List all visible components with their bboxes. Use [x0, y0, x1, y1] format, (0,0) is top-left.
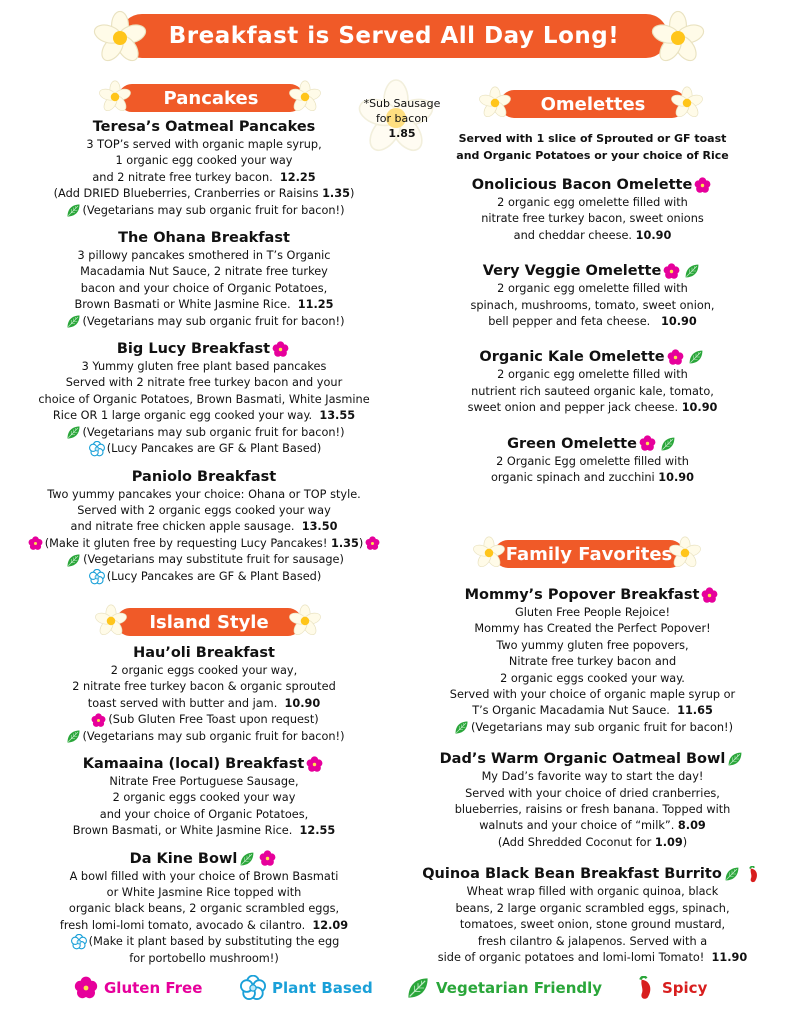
item-line: Macadamia Nut Sauce, 2 nitrate free turkey: [80, 265, 328, 279]
item-line: Served with your choice of dried cranberries,: [465, 786, 720, 800]
item-title: Organic Kale Omelette: [479, 349, 665, 366]
hibiscus-icon: [272, 341, 289, 358]
item-line: My Dad’s favorite way to start the day!: [481, 770, 704, 784]
item-price: 1.09: [654, 835, 683, 849]
legend-spicy: [632, 975, 707, 1001]
sub-note-line: for bacon: [375, 112, 429, 125]
item-price: 12.55: [299, 824, 336, 838]
item-line: organic black beans, 2 organic scrambled eggs,: [68, 902, 340, 916]
leaf-icon: [66, 729, 81, 744]
item-line: beans, 2 large organic scrambled eggs, spinach,: [455, 901, 730, 915]
item-line: 2 organic eggs cooked your way: [112, 791, 296, 805]
item-title: Kamaaina (local) Breakfast: [82, 756, 305, 773]
leaf-icon: [66, 553, 81, 568]
item-line: bacon and your choice of Organic Potatoes,: [80, 281, 328, 295]
plant-based-icon: [89, 441, 105, 457]
leaf-icon: [66, 314, 81, 329]
item-title: Da Kine Bowl: [129, 850, 238, 867]
menu-title-banner: [120, 14, 668, 58]
item-price: 11.65: [677, 704, 713, 718]
item-line: Two yummy gluten free popovers,: [496, 638, 689, 652]
legend-label: Gluten Free: [104, 979, 203, 997]
vegetarian-note: (Vegetarians may sub organic fruit for bacon!): [471, 720, 733, 734]
leaf-icon: [66, 425, 81, 440]
legend-vegetarian: [406, 975, 602, 1001]
item-price: 13.55: [319, 409, 356, 423]
item-line: blueberries, raisins or fresh banana. Topped with: [454, 803, 731, 817]
item-line: spinach, mushrooms, tomato, sweet onion,: [470, 298, 715, 312]
leaf-icon: [239, 851, 255, 867]
item-line: Served with your choice of organic maple syrup or: [449, 688, 736, 702]
item-line: (Add DRIED Blueberries, Cranberries or Raisins: [53, 187, 319, 201]
menu-item-onolicious-omelette: [405, 176, 780, 244]
item-line: 3 TOP’s served with organic maple syrup,: [86, 138, 322, 151]
leaf-icon: [727, 751, 743, 767]
item-line: ): [358, 536, 364, 550]
hibiscus-icon: [701, 587, 718, 604]
section-title-island-style: Island Style: [149, 611, 269, 633]
vegetarian-note: (Vegetarians may sub organic fruit for bacon!): [82, 314, 345, 328]
hibiscus-icon: [365, 536, 380, 551]
item-price: 10.90: [661, 315, 697, 329]
item-price: 10.90: [635, 228, 672, 242]
section-title-family-favorites: Family Favorites: [505, 543, 673, 565]
plumeria-icon: [288, 604, 322, 638]
item-line: Brown Basmati, or White Jasmine Rice.: [72, 824, 293, 838]
item-title: Green Omelette: [507, 435, 637, 452]
hibiscus-icon: [694, 177, 711, 194]
item-line: Served with 2 nitrate free turkey bacon and your: [65, 376, 343, 390]
leaf-icon: [724, 866, 740, 882]
menu-item-green-omelette: [405, 435, 780, 487]
item-line: choice of Organic Potatoes, Brown Basmati, White Jasmine: [38, 392, 370, 406]
plumeria-icon: [478, 86, 512, 120]
item-line: 2 organic eggs cooked your way.: [500, 671, 685, 685]
item-line: sweet onion and pepper jack cheese.: [467, 401, 679, 415]
hibiscus-icon: [91, 713, 106, 728]
item-line: fresh lomi-lomi tomato, avocado & cilantro.: [59, 918, 306, 932]
item-title: Onolicious Bacon Omelette: [471, 177, 693, 193]
vegetarian-note: (Vegetarians may substitute fruit for sausage): [83, 553, 344, 567]
leaf-icon: [66, 203, 81, 218]
item-title: Quinoa Black Bean Breakfast Burrito: [422, 866, 722, 883]
item-line: (Add Shredded Coconut for: [497, 835, 652, 849]
item-line: and nitrate free chicken apple sausage.: [70, 520, 295, 534]
leaf-icon: [406, 976, 430, 1000]
item-line: Mommy has Created the Perfect Popover!: [474, 622, 711, 636]
item-line: Nitrate free turkey bacon and: [508, 655, 677, 669]
plumeria-icon: [92, 10, 148, 66]
hibiscus-icon: [639, 435, 656, 452]
plant-based-note: (Lucy Pancakes are GF & Plant Based): [106, 569, 322, 583]
item-line: ): [349, 187, 355, 201]
item-price: 12.25: [279, 170, 316, 184]
item-line: Two yummy pancakes your choice: Ohana or TOP style.: [47, 487, 361, 501]
pancakes-column: [14, 118, 394, 595]
gluten-free-note: (Sub Gluten Free Toast upon request): [108, 713, 319, 727]
section-title-omelettes: Omelettes: [540, 93, 646, 115]
item-line: fresh cilantro & jalapenos. Served with a: [477, 934, 708, 948]
item-line: 2 organic egg omelette filled with: [497, 282, 688, 296]
item-line: and 2 nitrate free turkey bacon.: [92, 170, 273, 184]
item-line: side of organic potatoes and lomi-lomi Tomato!: [437, 950, 705, 964]
menu-item-hauoli: [14, 644, 394, 745]
item-line: and your choice of Organic Potatoes,: [99, 807, 309, 821]
chili-pepper-icon: [632, 976, 656, 1000]
menu-title: Breakfast is Served All Day Long!: [168, 23, 620, 49]
item-line: Brown Basmati or White Jasmine Rice.: [74, 298, 291, 312]
item-price: 1.35: [330, 536, 359, 550]
hibiscus-icon: [306, 756, 323, 773]
item-line: tomatoes, sweet onion, stone ground mustard,: [459, 918, 726, 932]
item-line: for portobello mushroom!): [129, 951, 279, 965]
item-title: Big Lucy Breakfast: [116, 341, 271, 358]
item-line: Rice OR 1 large organic egg cooked your way.: [52, 409, 313, 423]
menu-item-popover-breakfast: [405, 586, 780, 736]
hibiscus-icon: [667, 349, 684, 366]
section-title-pancakes: Pancakes: [163, 87, 259, 109]
hibiscus-icon: [74, 976, 98, 1000]
plant-based-note: (Lucy Pancakes are GF & Plant Based): [106, 442, 322, 456]
item-line: A bowl filled with your choice of Brown Basmati: [69, 869, 339, 883]
menu-item-ohana: [14, 229, 394, 330]
item-line: bell pepper and feta cheese.: [488, 315, 651, 329]
section-header-omelettes: [500, 90, 686, 118]
legend-gluten-free: [74, 975, 202, 1001]
item-line: Nitrate Free Portuguese Sausage,: [109, 775, 299, 789]
plant-based-icon: [89, 569, 105, 585]
item-line: 2 organic egg omelette filled with: [497, 368, 688, 382]
plant-based-note: (Make it plant based by substituting the egg: [88, 935, 340, 949]
menu-item-paniolo: [14, 468, 394, 585]
item-price: 10.90: [658, 471, 695, 485]
item-line: 3 Yummy gluten free plant based pancakes: [81, 360, 327, 374]
item-line: toast served with butter and jam.: [87, 696, 278, 710]
item-line: 2 Organic Egg omelette filled with: [496, 454, 689, 468]
chili-pepper-icon: [744, 866, 761, 883]
menu-item-da-kine-bowl: [14, 850, 394, 967]
plant-based-icon: [240, 975, 266, 1001]
hibiscus-icon: [259, 850, 276, 867]
item-line: or White Jasmine Rice topped with: [106, 886, 302, 900]
item-line: 2 nitrate free turkey bacon & organic sprouted: [72, 680, 336, 694]
item-title: Mommy’s Popover Breakfast: [464, 587, 700, 603]
plant-based-icon: [71, 934, 87, 950]
item-line: walnuts and your choice of “milk”.: [479, 819, 675, 833]
plumeria-icon: [94, 604, 128, 638]
legend-label: Plant Based: [272, 979, 373, 997]
item-line: ): [682, 835, 688, 849]
legend-label: Vegetarian Friendly: [436, 979, 603, 997]
sub-note-line: *Sub Sausage: [363, 97, 441, 110]
item-line: and cheddar cheese.: [513, 228, 633, 242]
section-header-island-style: [116, 608, 302, 636]
menu-item-breakfast-burrito: [405, 865, 780, 966]
menu-item-very-veggie-omelette: [405, 262, 780, 330]
intro-line: Served with 1 slice of Sprouted or GF toast: [458, 132, 727, 145]
hibiscus-icon: [663, 263, 680, 280]
vegetarian-note: (Vegetarians may sub organic fruit for bacon!): [82, 203, 345, 217]
item-line: 3 pillowy pancakes smothered in T’s Organic: [77, 249, 331, 263]
vegetarian-note: (Vegetarians may sub organic fruit for bacon!): [82, 425, 345, 439]
leaf-icon: [684, 263, 700, 279]
plumeria-icon: [472, 536, 506, 570]
item-title: Paniolo Breakfast: [131, 468, 277, 485]
item-title: Hau’oli Breakfast: [133, 645, 275, 661]
plumeria-icon: [668, 536, 702, 570]
menu-item-oatmeal-bowl: [405, 750, 780, 851]
family-favorites-column: [405, 586, 780, 976]
menu-item-kale-omelette: [405, 348, 780, 416]
item-title: Teresa’s Oatmeal Pancakes: [92, 119, 316, 135]
item-price: 1.35: [322, 187, 350, 201]
item-price: 11.25: [297, 298, 334, 312]
item-line: Wheat wrap filled with organic quinoa, black: [466, 885, 719, 899]
leaf-icon: [688, 349, 704, 365]
item-price: 10.90: [284, 696, 321, 710]
item-line: 2 organic egg omelette filled with: [497, 196, 688, 209]
item-price: 10.90: [681, 401, 718, 415]
sub-note-price: 1.85: [388, 127, 416, 140]
omelettes-intro: [405, 130, 780, 164]
item-line: nutrient rich sauteed organic kale, tomato,: [471, 384, 714, 398]
section-header-pancakes: [118, 84, 304, 112]
item-price: 11.90: [711, 950, 748, 964]
item-line: organic spinach and zucchini: [490, 471, 655, 485]
item-price: 13.50: [301, 520, 338, 534]
leaf-icon: [660, 436, 676, 452]
item-line: T’s Organic Macadamia Nut Sauce.: [472, 704, 670, 718]
item-title: Dad’s Warm Organic Oatmeal Bowl: [439, 751, 726, 768]
item-line: 2 organic eggs cooked your way,: [110, 664, 298, 677]
section-header-family-favorites: [494, 540, 684, 568]
item-line: nitrate free turkey bacon, sweet onions: [481, 212, 704, 226]
item-title: Very Veggie Omelette: [482, 263, 662, 280]
menu-item-big-lucy: [14, 340, 394, 457]
hibiscus-icon: [28, 536, 43, 551]
legend-plant-based: [240, 975, 373, 1001]
leaf-icon: [454, 720, 469, 735]
intro-line: and Organic Potatoes or your choice of Rice: [456, 149, 729, 162]
plumeria-icon: [670, 86, 704, 120]
legend-label: Spicy: [662, 979, 708, 997]
omelettes-column: [405, 130, 780, 496]
island-style-column: [14, 644, 394, 977]
item-price: 8.09: [677, 819, 706, 833]
item-title: The Ohana Breakfast: [118, 230, 290, 247]
item-price: 12.09: [312, 918, 349, 932]
item-line: Gluten Free People Rejoice!: [514, 606, 671, 619]
plumeria-icon: [98, 80, 132, 114]
menu-item-teresa: [14, 118, 394, 219]
gluten-free-note: (Make it gluten free by requesting Lucy Pancakes!: [44, 536, 328, 550]
plumeria-icon: [288, 80, 322, 114]
vegetarian-note: (Vegetarians may sub organic fruit for bacon!): [82, 729, 345, 743]
plumeria-icon: [650, 10, 706, 66]
menu-item-kamaaina: [14, 755, 394, 840]
item-line: 1 organic egg cooked your way: [115, 154, 293, 168]
item-line: Served with 2 organic eggs cooked your way: [77, 503, 331, 517]
